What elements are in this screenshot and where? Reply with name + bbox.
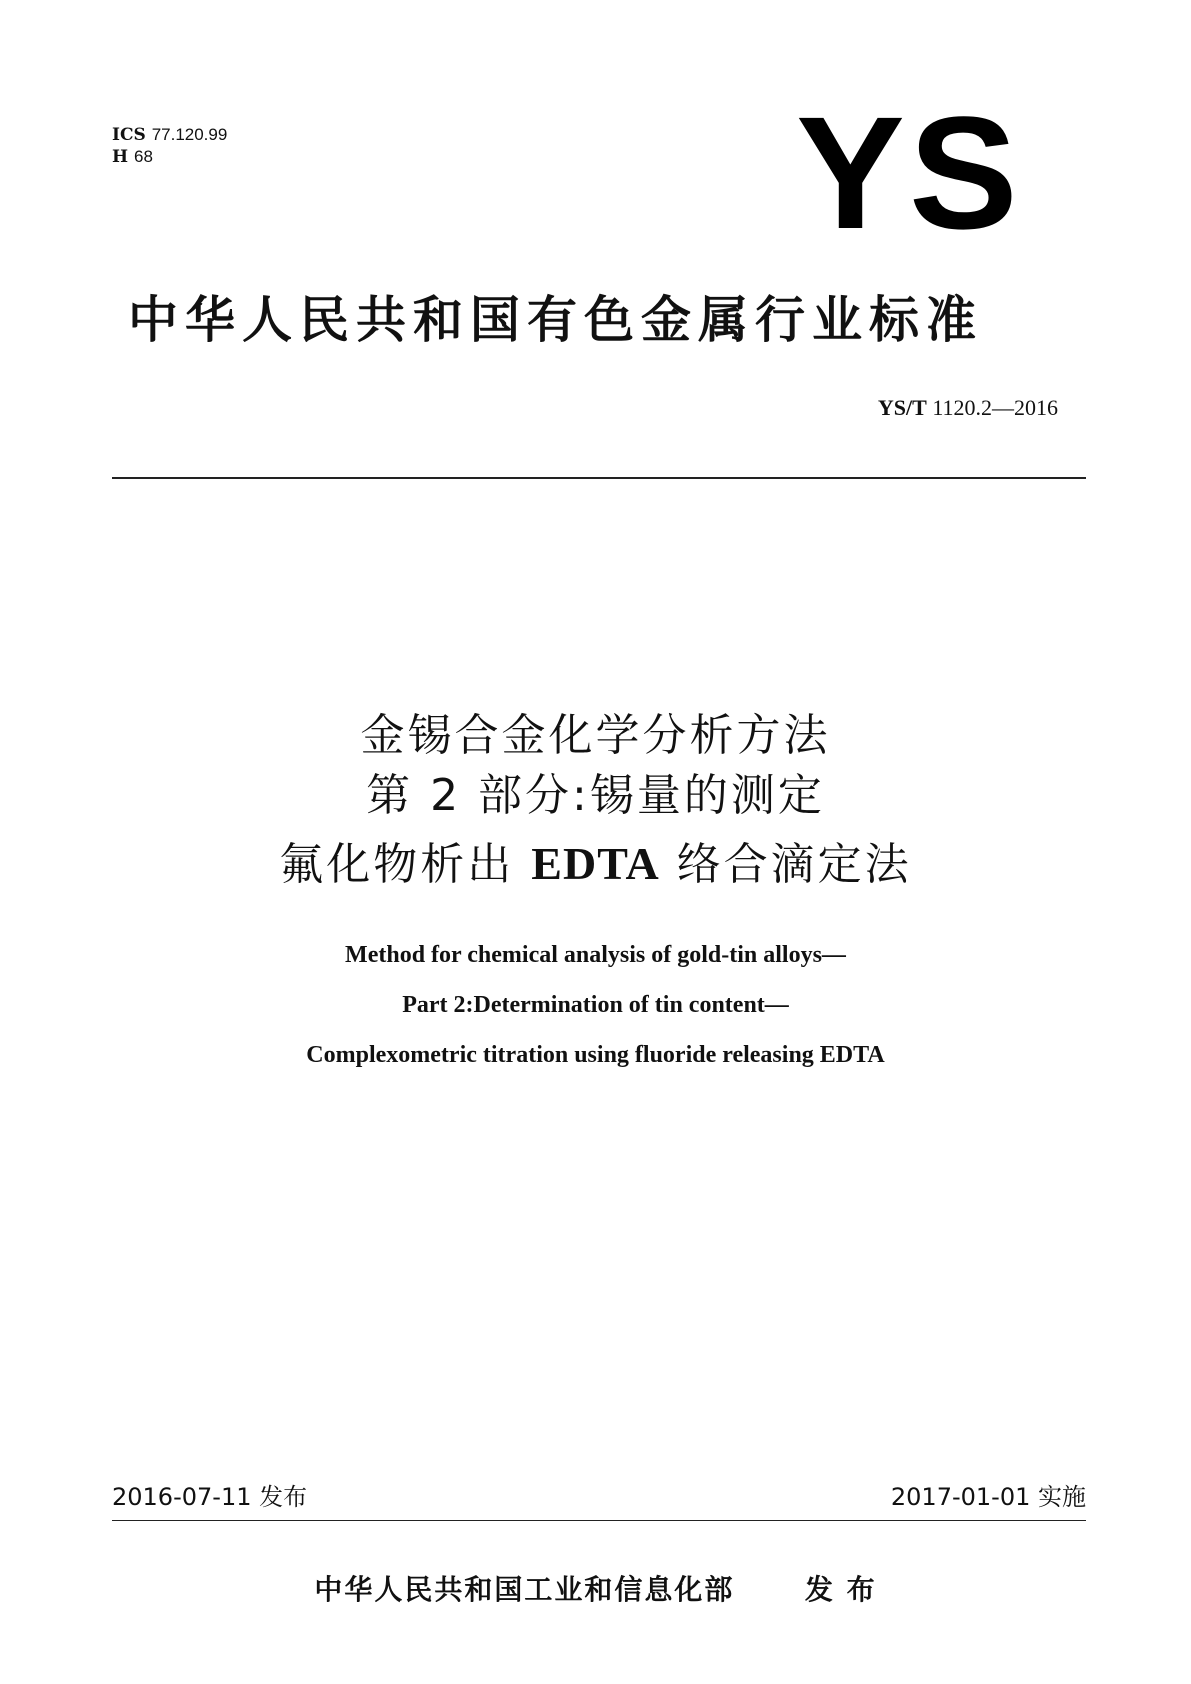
ccs-label: H [112, 147, 129, 167]
standard-prefix: YS/T [877, 395, 927, 420]
title-cn-line3 [0, 836, 1191, 893]
title-cn-line3-edta: EDTA [531, 838, 660, 889]
issuing-authority: 中华人民共和国工业和信息化部 发 布 [314, 1573, 877, 1606]
ccs-line [112, 146, 227, 168]
ics-label: ICS [112, 125, 146, 145]
title-en-line1: Method for chemical analysis of gold-tin alloys— [345, 942, 846, 968]
classification-codes [112, 124, 227, 168]
top-divider [112, 477, 1086, 479]
bottom-divider [112, 1520, 1086, 1521]
standard-number [780, 394, 1058, 422]
standard-code: 1120.2—2016 [932, 395, 1058, 420]
title-cn-line2: 第 2 部分:锡量的测定 [366, 770, 825, 821]
ics-line [112, 124, 227, 146]
industry-standard-title: 中华人民共和国有色金属行业标准 [128, 291, 983, 349]
title-cn-line1: 金锡合金化学分析方法 [360, 710, 831, 761]
title-en-line3: Complexometric titration using fluoride releasing EDTA [306, 1042, 885, 1068]
ics-code: 77.120.99 [151, 125, 228, 144]
implementation-date: 2017-01-01 实施 [890, 1483, 1086, 1511]
title-en-line2: Part 2:Determination of tin content— [402, 992, 789, 1018]
ccs-code: 68 [133, 147, 153, 166]
title-cn-line3-post: 络合滴定法 [676, 839, 912, 890]
title-cn-line3-pre: 氟化物析出 [279, 839, 515, 890]
ys-logo: YS [796, 83, 1022, 262]
publish-date: 2016-07-11 发布 [112, 1483, 308, 1511]
